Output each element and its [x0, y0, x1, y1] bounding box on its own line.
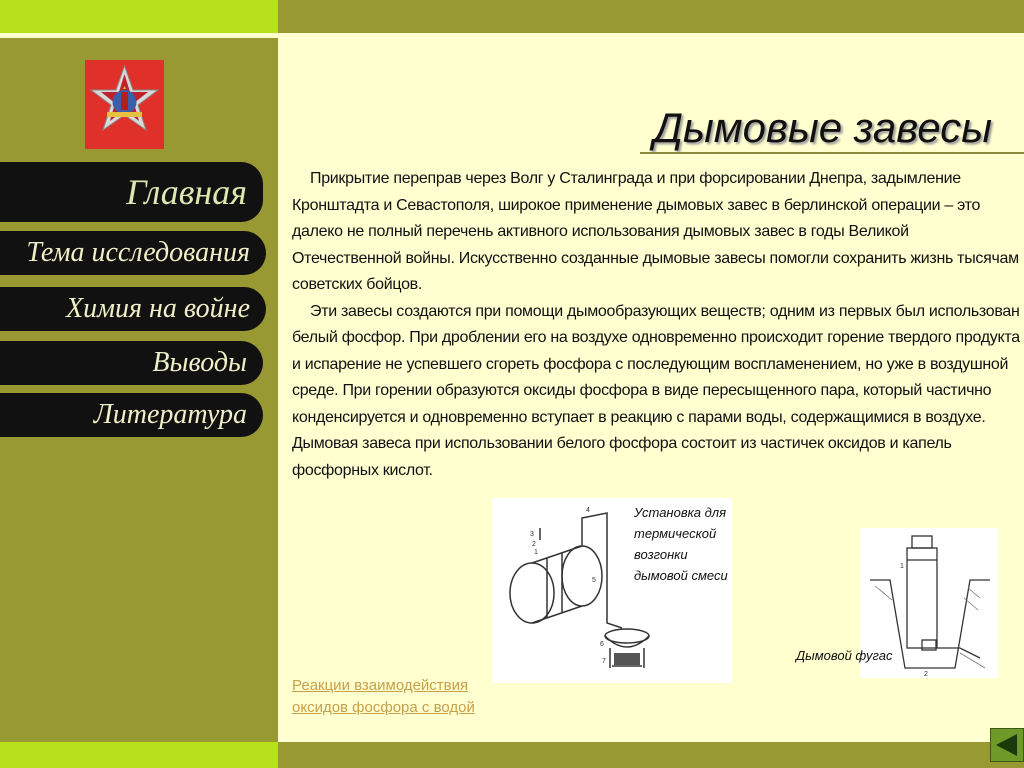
svg-text:6: 6	[600, 641, 604, 648]
svg-text:3: 3	[530, 531, 534, 538]
bottom-bar-olive	[278, 742, 1024, 768]
title-underline	[640, 152, 1024, 154]
svg-text:2: 2	[532, 541, 536, 548]
svg-text:7: 7	[602, 658, 606, 665]
figure2-caption: Дымовой фугас	[796, 648, 893, 663]
top-bar-olive	[278, 0, 1024, 33]
paragraph-2: Эти завесы создаются при помощи дымообразующих веществ; одним из первых был использован белый фосфор. При дроблении его на воздухе одновременно происходит горение твердого продукта и испарение не успевшего сгореть фосфора с последующим воспламенением, но уже в воздушной среде. При горении образуются оксиды фосфора в виде пересыщенного пара, который частично конденсируется и одновременно вступает в реакцию с парами воды, содержащимися в воздухе. Дымовая завеса при использовании белого фосфора состоит из частичек оксидов и капель фосфорных кислот.	[292, 302, 1020, 479]
paragraph-1: Прикрытие переправ через Волг у Сталинграда и при форсировании Днепра, задымление Кронштадта и Севастополя, широкое применение дымовых завес в берлинской операции – это далеко не полный перечень активного использования дымовых завес в годы Великой Отечественной войны. Искусственно созданные дымовые завесы помогли сохранить жизнь тысячам советских бойцов.	[292, 170, 1019, 293]
svg-text:1: 1	[534, 549, 538, 556]
nav-item-research-topic[interactable]: Тема исследования	[0, 231, 266, 275]
bottom-bar-green	[0, 742, 278, 768]
nav-item-conclusions[interactable]: Выводы	[0, 341, 263, 385]
svg-text:1: 1	[900, 563, 904, 570]
nav-item-chemistry-at-war[interactable]: Химия на войне	[0, 287, 266, 331]
svg-text:4: 4	[586, 507, 590, 514]
back-arrow-icon[interactable]	[990, 728, 1024, 762]
page-title: Дымовые завесы	[653, 104, 992, 151]
article-body	[292, 166, 1020, 484]
svg-text:2: 2	[924, 671, 928, 678]
svg-text:5: 5	[592, 577, 596, 584]
nav-item-literature[interactable]: Литература	[0, 393, 263, 437]
nav-item-home[interactable]: Главная	[0, 162, 263, 222]
victory-order-emblem-icon	[85, 60, 164, 149]
top-bar-green	[0, 0, 278, 33]
figure1-caption: Установка для термической возгонки дымовой смеси	[634, 505, 728, 583]
phosphorus-oxides-reactions-link[interactable]: Реакции взаимодействия оксидов фосфора с водой	[292, 677, 475, 716]
